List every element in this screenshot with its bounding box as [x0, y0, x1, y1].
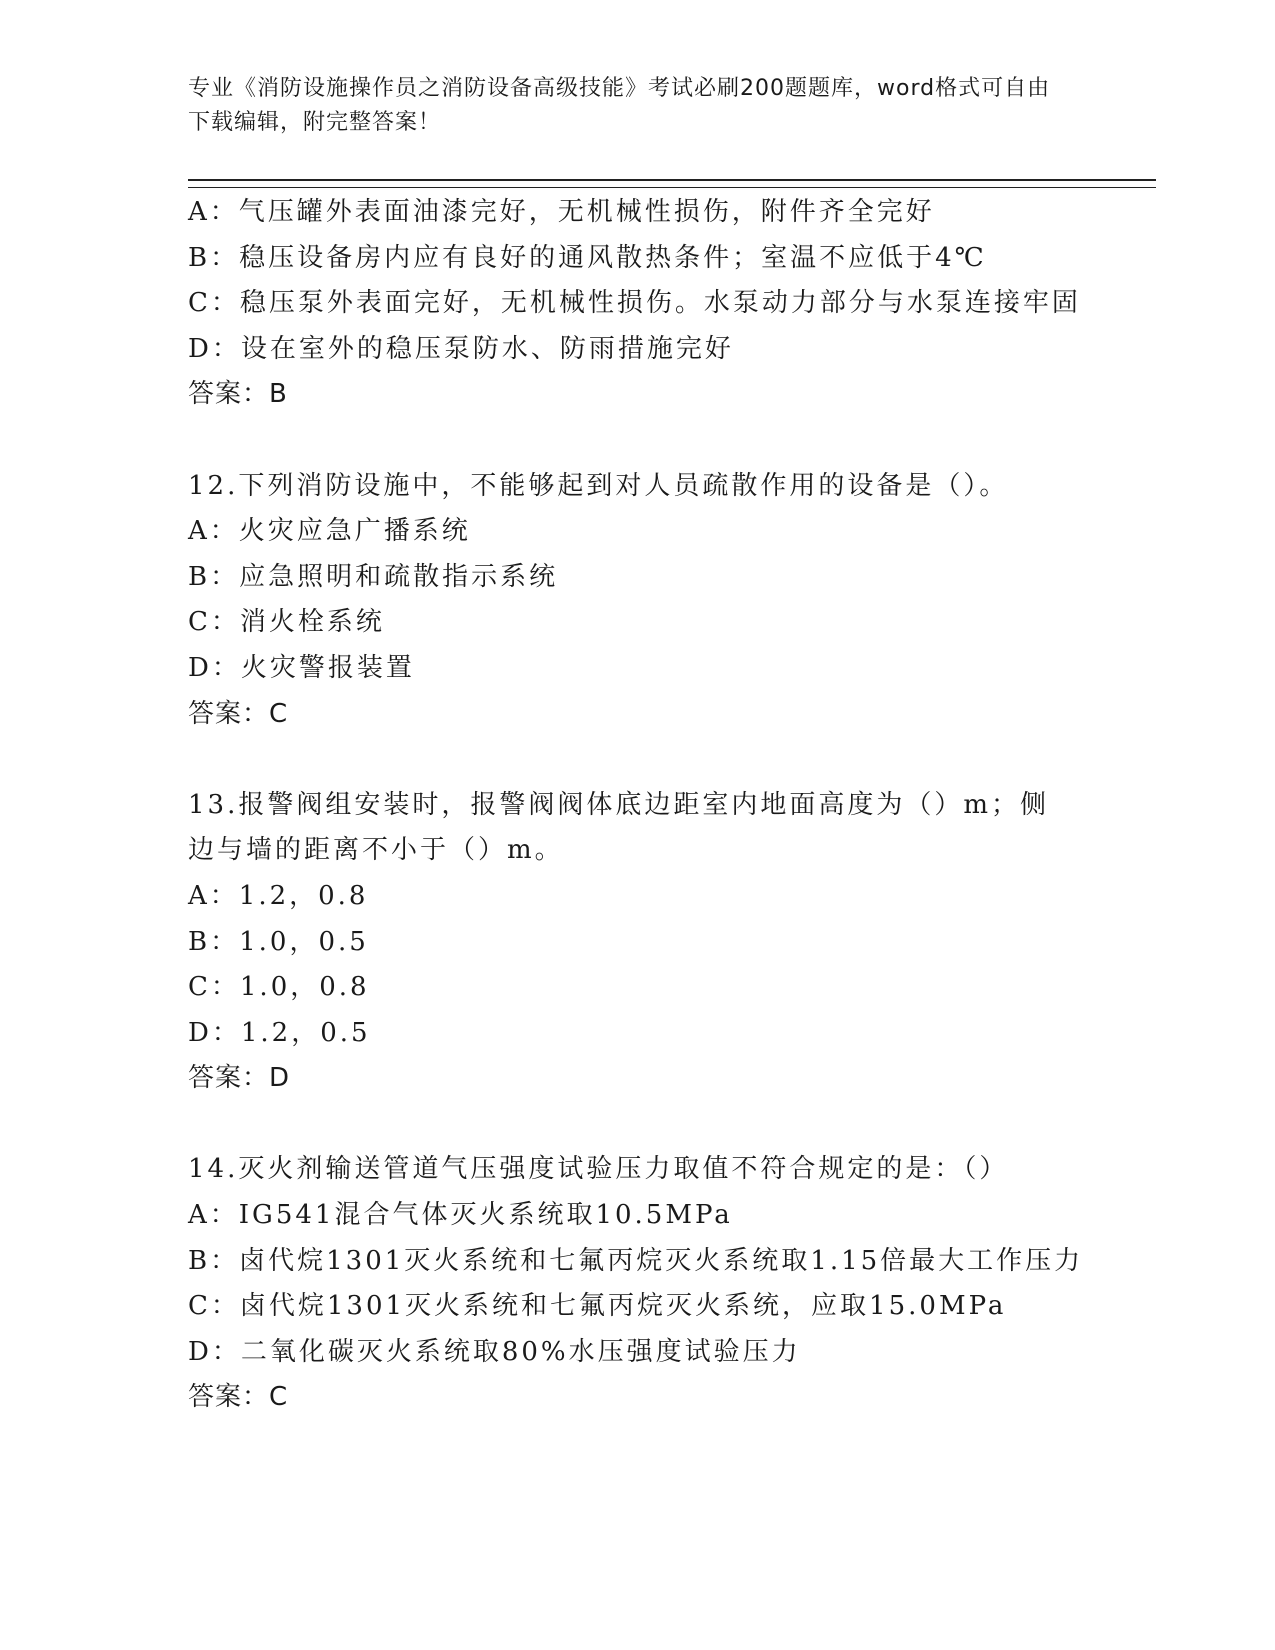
question-stem: 13.报警阀组安装时，报警阀阀体底边距室内地面高度为（）m；侧边与墙的距离不小于（）m。	[188, 789, 1050, 866]
question-list	[188, 190, 1148, 1421]
option-c: C：卤代烷1301灭火系统和七氟丙烷灭火系统，应取15.0MPa	[188, 1291, 1007, 1322]
option-c: C：消火栓系统	[188, 607, 385, 638]
option-d: D：二氧化碳灭火系统取80%水压强度试验压力	[188, 1336, 801, 1367]
header-divider	[188, 179, 1156, 188]
option-d: D：设在室外的稳压泵防水、防雨措施完好	[188, 333, 734, 364]
option-b: B：应急照明和疏散指示系统	[188, 561, 559, 592]
option-a: A：1.2，0.8	[188, 880, 369, 911]
option-c: C：稳压泵外表面完好，无机械性损伤。水泵动力部分与水泵连接牢固	[188, 288, 1081, 319]
option-c: C：1.0，0.8	[188, 972, 370, 1003]
question-14	[188, 1147, 1148, 1421]
option-a: A：火灾应急广播系统	[188, 516, 471, 547]
option-d: D：1.2，0.5	[188, 1017, 371, 1048]
question-13	[188, 783, 1148, 1102]
option-a: A：气压罐外表面油漆完好，无机械性损伤，附件齐全完好	[188, 197, 935, 227]
question-11	[188, 190, 1148, 418]
answer: 答案：C	[188, 1382, 289, 1413]
question-12	[188, 464, 1148, 738]
option-b: B：1.0，0.5	[188, 926, 369, 957]
answer: 答案：B	[188, 379, 288, 410]
answer: 答案：C	[188, 698, 289, 729]
option-b: B：卤代烷1301灭火系统和七氟丙烷灭火系统取1.15倍最大工作压力	[188, 1245, 1084, 1276]
question-stem: 14.灭火剂输送管道气压强度试验压力取值不符合规定的是：（）	[188, 1154, 1009, 1185]
question-stem: 12.下列消防设施中，不能够起到对人员疏散作用的设备是（）。	[188, 470, 1009, 501]
option-a: A：IG541混合气体灭火系统取10.5MPa	[188, 1200, 733, 1231]
option-d: D：火灾警报装置	[188, 652, 415, 683]
option-b: B：稳压设备房内应有良好的通风散热条件；室温不应低于4℃	[188, 242, 987, 273]
document-header: 专业《消防设施操作员之消防设备高级技能》考试必刷200题题库，word格式可自由下载编辑，附完整答案！	[188, 76, 1051, 135]
answer: 答案：D	[188, 1063, 291, 1094]
